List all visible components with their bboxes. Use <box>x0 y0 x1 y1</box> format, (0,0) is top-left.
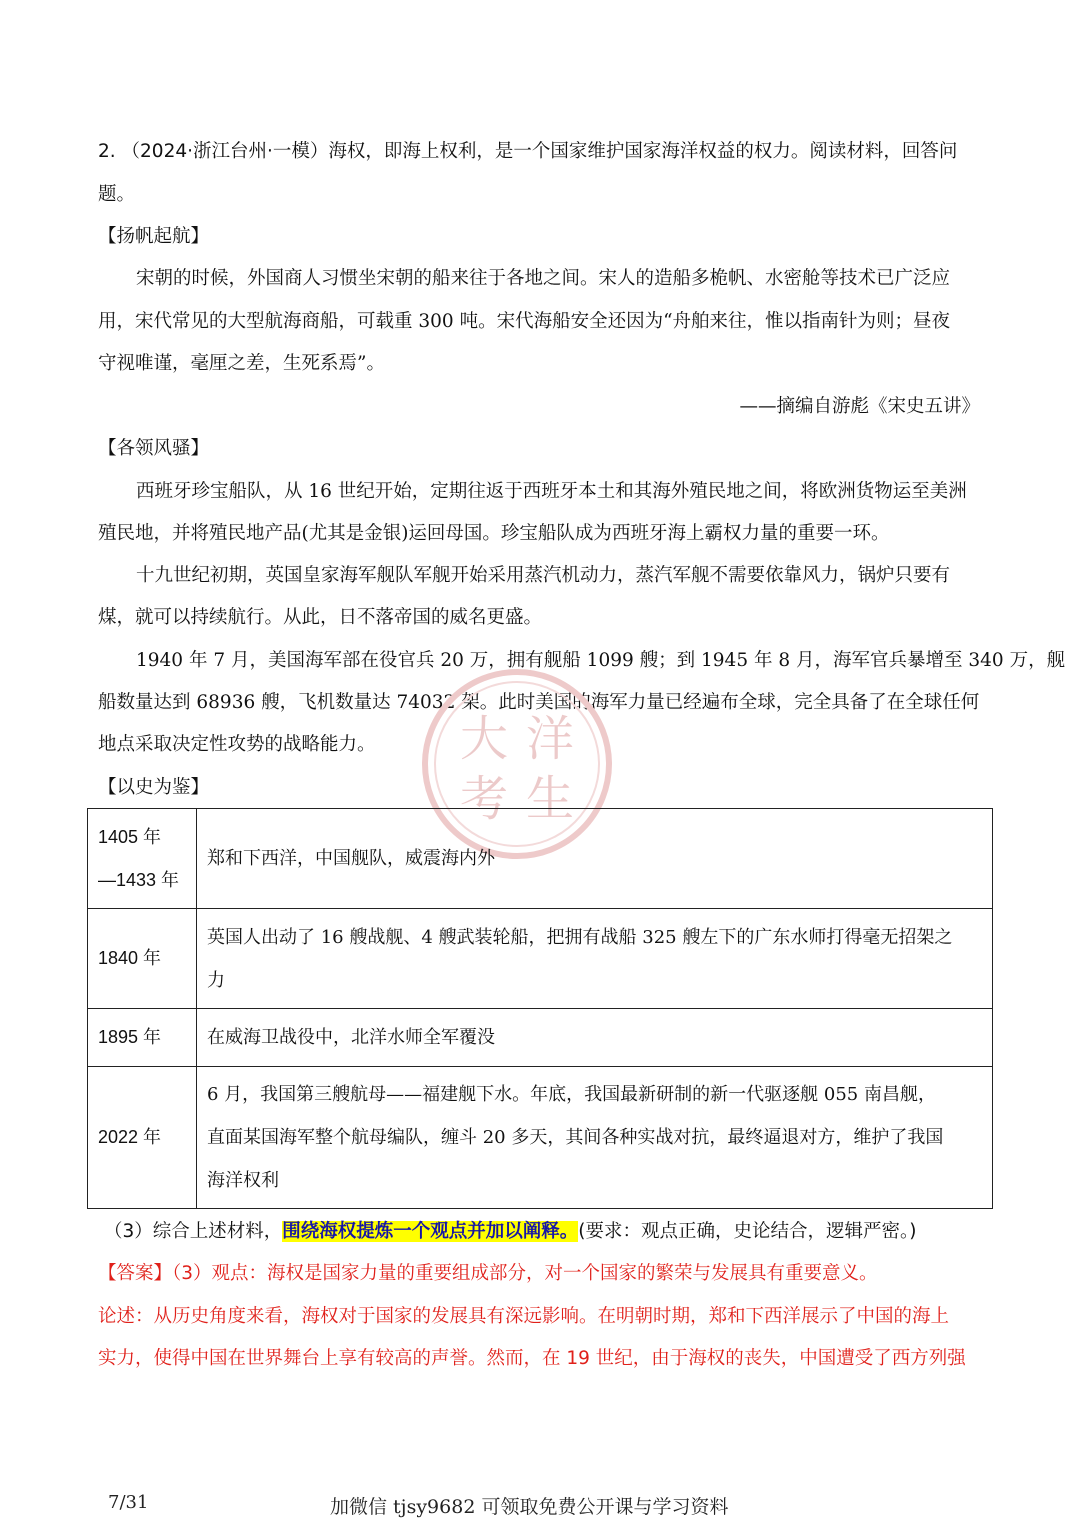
table-event-cell <box>197 1067 993 1209</box>
table-row <box>88 1067 993 1209</box>
year-line: 1405 年 <box>98 826 162 847</box>
event-line: 直面某国海军整个航母编队，缠斗 20 多天，其间各种实战对抗，最终逼退对方，维护了我国 <box>207 1127 944 1148</box>
sub-question-highlight: 围绕海权提炼一个观点并加以阐释。 <box>282 1221 579 1242</box>
paragraph-song-2: 用，宋代常见的大型航海商船，可载重 300 吨。宋代海船安全还因为“舟舶来往，惟以指南针为则；昼夜 <box>98 311 951 332</box>
event-line: 英国人出动了 16 艘战舰、4 艘武装轮船，把拥有战船 325 艘左下的广东水师打得毫无招架之 <box>207 926 953 948</box>
event-line: 在威海卫战役中，北洋水师全军覆没 <box>207 1027 495 1048</box>
table-row <box>88 1009 993 1067</box>
year-line: 2022 年 <box>98 1127 162 1147</box>
table-year-cell <box>88 1067 197 1209</box>
section-heading-2: 【各领风骚】 <box>98 438 210 459</box>
source-citation: ——摘编自游彪《宋史五讲》 <box>739 396 980 417</box>
paragraph-spain-2: 殖民地，并将殖民地产品(尤其是金银)运回母国。珍宝船队成为西班牙海上霸权力量的重要一环。 <box>98 523 890 544</box>
answer-line-2: 论述：从历史角度来看，海权对于国家的发展具有深远影响。在明朝时期，郑和下西洋展示了中国的海上 <box>98 1306 950 1327</box>
table-year-cell <box>88 809 197 909</box>
year-line: 1895 年 <box>98 1027 162 1047</box>
section-heading-3: 【以史为鉴】 <box>98 777 210 798</box>
sub-question <box>104 1220 980 1244</box>
event-line: 6 月，我国第三艘航母——福建舰下水。年底，我国最新研制的新一代驱逐舰 055 南昌舰， <box>207 1084 936 1105</box>
table-row <box>88 909 993 1009</box>
page-number: 7/31 <box>108 1492 149 1513</box>
year-line: —1433 年 <box>98 869 180 890</box>
table-event-cell <box>197 909 993 1009</box>
table-year-cell <box>88 1009 197 1067</box>
answer-line-1: （3）观点：海权是国家力量的重要组成部分，对一个国家的繁荣与发展具有重要意义。 <box>172 1263 878 1284</box>
history-table <box>87 808 993 1209</box>
event-line: 力 <box>207 969 225 991</box>
paragraph-song-3: 守视唯谨，毫厘之差，生死系焉”。 <box>98 353 385 374</box>
table-year-cell <box>88 909 197 1009</box>
question-stem-line-1: 2. （2024·浙江台州·一模）海权，即海上权利，是一个国家维护国家海洋权益的权力。阅读材料，回答问 <box>98 141 958 162</box>
seal-char-4: 生 <box>525 771 575 827</box>
answer-label: 【答案】 <box>98 1263 173 1284</box>
sub-question-suffix: (要求：观点正确，史论结合，逻辑严密。) <box>578 1221 917 1242</box>
paragraph-usa-2: 船数量达到 68936 艘，飞机数量达 74032 架。此时美国的海军力量已经遍布全球，完全具备了在全球任何 <box>98 692 980 713</box>
table-event-cell <box>197 809 993 909</box>
paragraph-britain-1: 十九世纪初期，英国皇家海军舰队军舰开始采用蒸汽机动力，蒸汽军舰不需要依靠风力，锅炉只要有 <box>136 565 951 586</box>
section-heading-1: 【扬帆起航】 <box>98 226 210 247</box>
seal-char-2: 洋 <box>525 711 575 767</box>
paragraph-usa-1: 1940 年 7 月，美国海军部在役官兵 20 万，拥有舰船 1099 艘；到 1945 年 8 月，海军官兵暴增至 340 万，舰 <box>136 650 1066 671</box>
paragraph-britain-2: 煤，就可以持续航行。从此，日不落帝国的威名更盛。 <box>98 607 543 628</box>
table-row <box>88 809 993 909</box>
question-stem-line-2: 题。 <box>98 184 136 205</box>
seal-char-1: 大 <box>459 711 509 767</box>
sub-question-prefix: （3）综合上述材料， <box>104 1221 283 1242</box>
paragraph-spain-1: 西班牙珍宝船队，从 16 世纪开始，定期往返于西班牙本土和其海外殖民地之间，将欧洲货物运至美洲 <box>136 481 967 502</box>
answer-viewpoint <box>98 1262 980 1286</box>
answer-line-3: 实力，使得中国在世界舞台上享有较高的声誉。然而，在 19 世纪，由于海权的丧失，中国遭受了西方列强 <box>98 1348 966 1369</box>
footer-promo: 加微信 tjsy9682 可领取免费公开课与学习资料 <box>330 1496 729 1518</box>
event-line: 郑和下西洋，中国舰队，威震海内外 <box>207 848 495 869</box>
table-event-cell <box>197 1009 993 1067</box>
event-line: 海洋权利 <box>207 1170 279 1191</box>
paragraph-usa-3: 地点采取决定性攻势的战略能力。 <box>98 734 376 755</box>
seal-char-3: 考 <box>459 771 509 827</box>
year-line: 1840 年 <box>98 948 162 968</box>
paragraph-song-1: 宋朝的时候，外国商人习惯坐宋朝的船来往于各地之间。宋人的造船多桅帆、水密舱等技术已广泛应 <box>136 268 951 289</box>
